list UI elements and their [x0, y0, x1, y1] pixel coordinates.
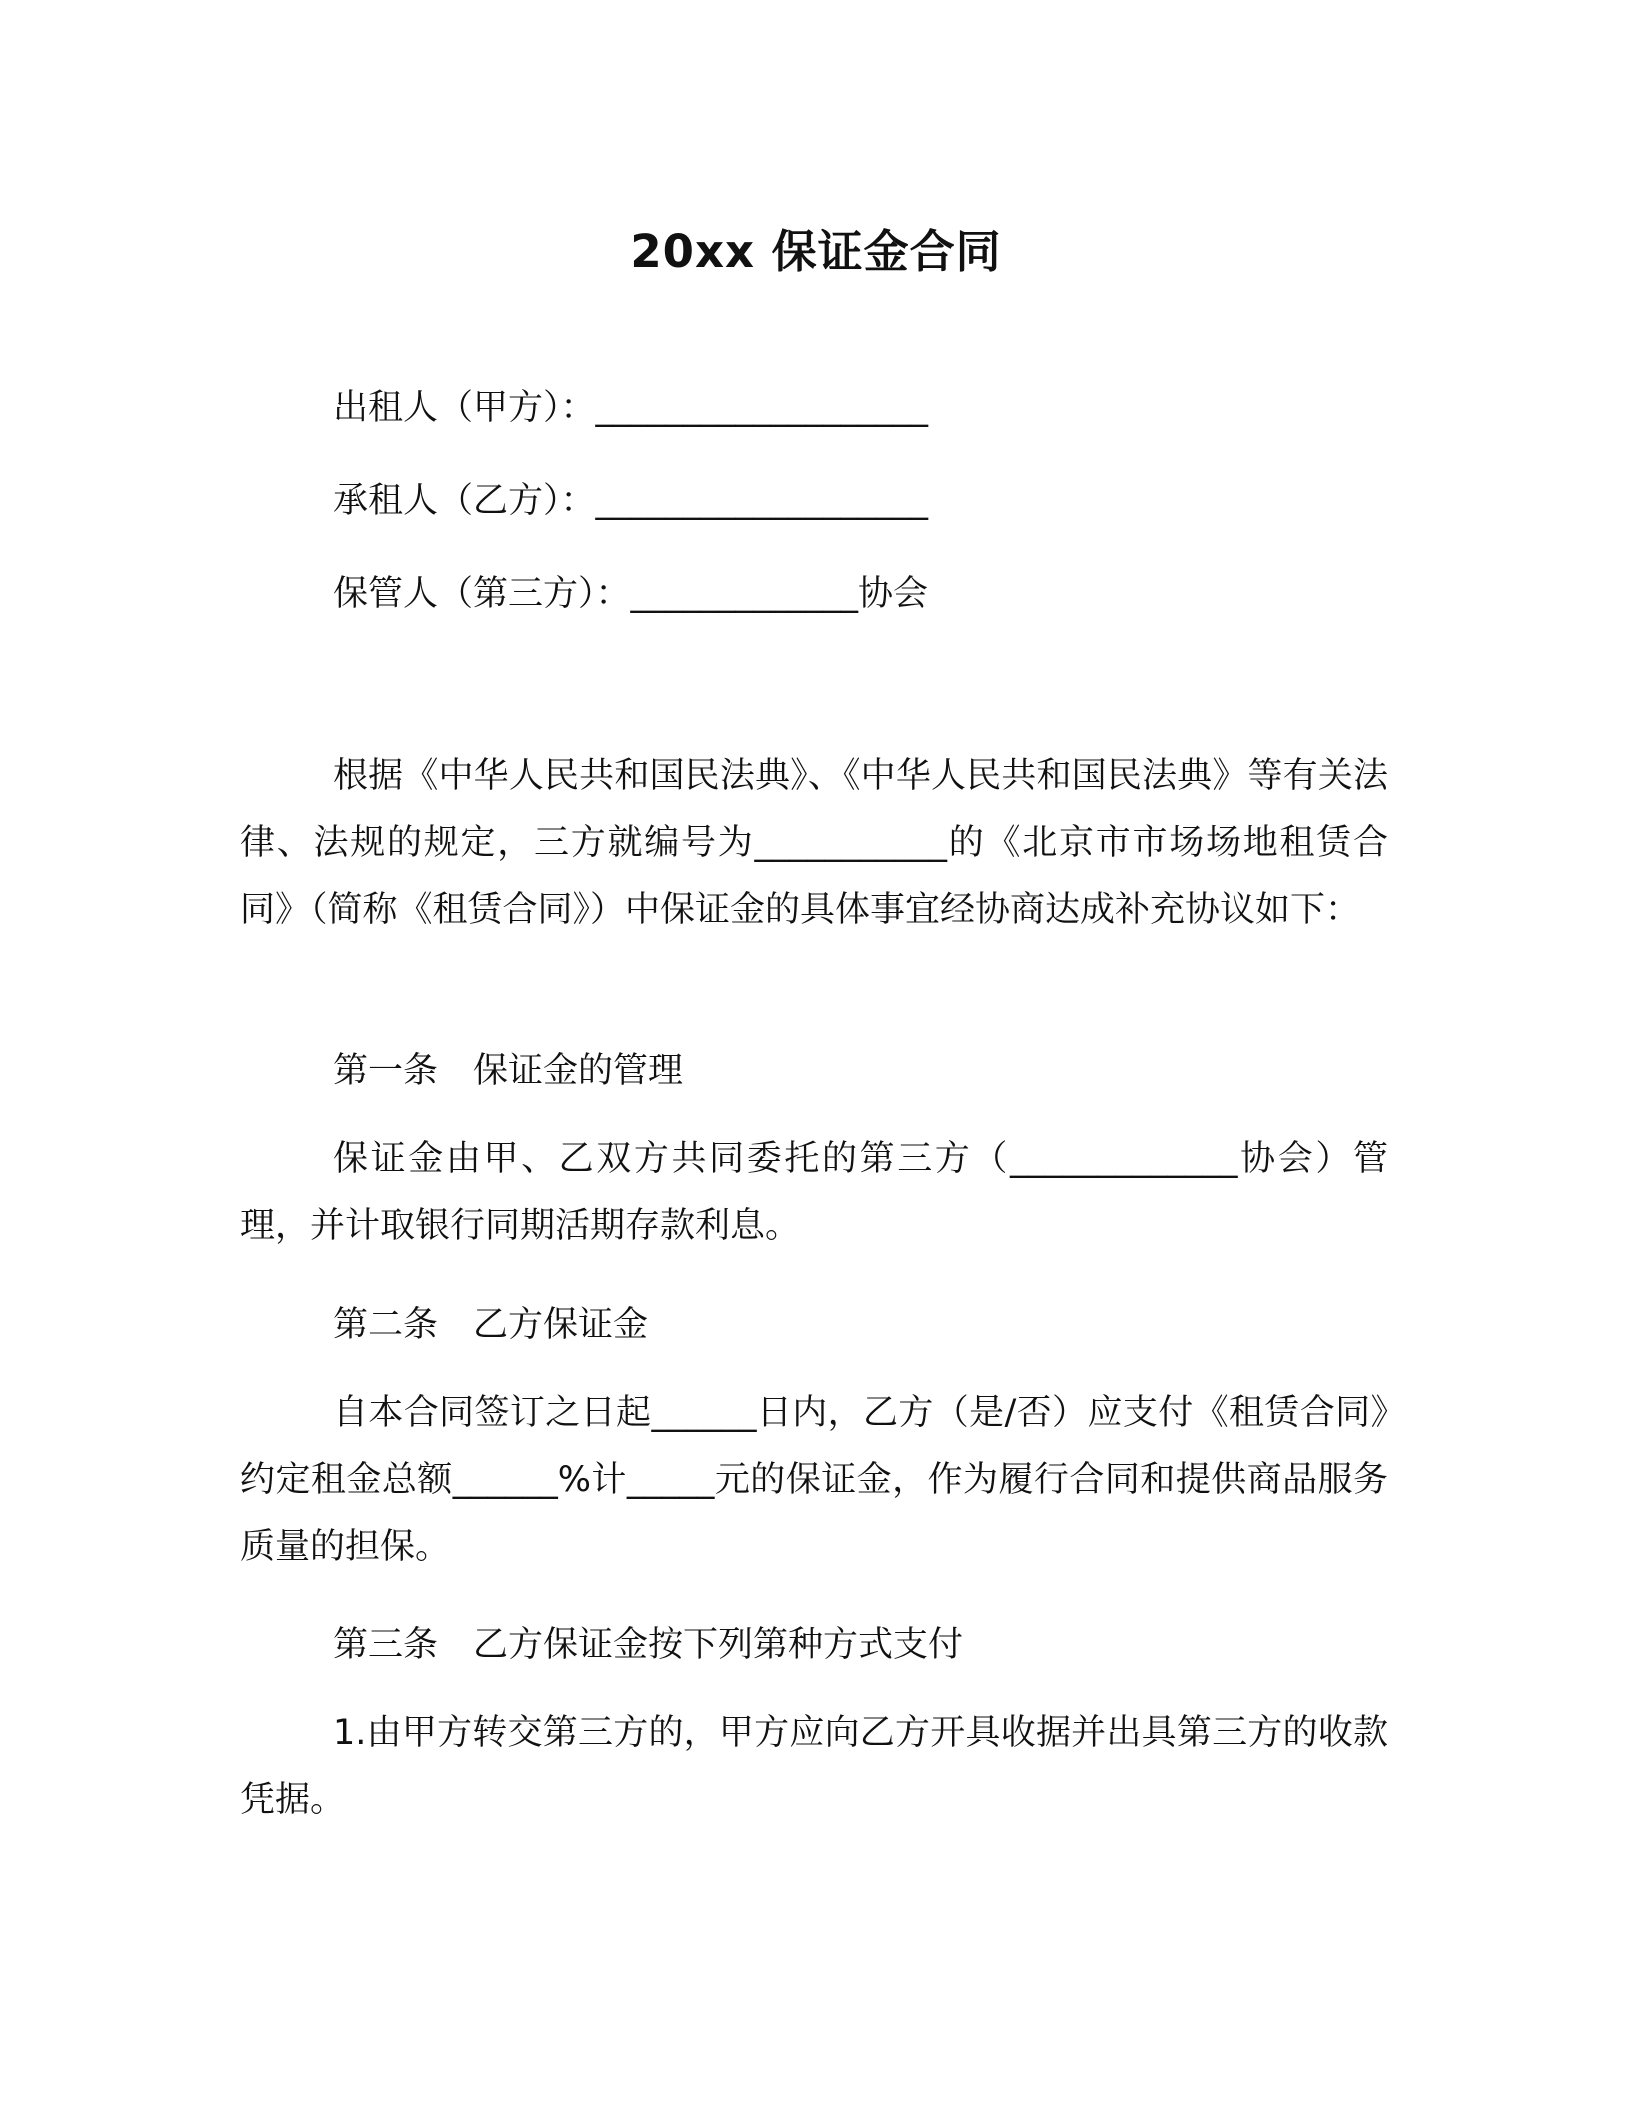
party-lessee: 承租人（乙方）：___________________	[333, 481, 929, 521]
article-3-heading: 第三条 乙方保证金按下列第种方式支付	[333, 1625, 964, 1665]
article-2-heading: 第二条 乙方保证金	[333, 1305, 649, 1345]
article-2-text: 自本合同签订之日起______日内，乙方（是/否）应支付《租赁合同》约定租金总额______%计_____元的保证金，作为履行合同和提供商品服务质量的担保。	[240, 1393, 1388, 1567]
party-lessor: 出租人（甲方）：___________________	[333, 388, 929, 428]
article-1-text: 保证金由甲、乙双方共同委托的第三方（_____________协会）管理，并计取银行同期活期存款利息。	[240, 1139, 1388, 1246]
article-1-heading: 第一条 保证金的管理	[333, 1051, 684, 1091]
article-3-item-1: 1.由甲方转交第三方的，甲方应向乙方开具收据并出具第三方的收款凭据。	[240, 1713, 1388, 1820]
preamble-paragraph: 根据《中华人民共和国民法典》、《中华人民共和国民法典》等有关法律、法规的规定，三方就编号为___________的《北京市市场场地租赁合同》（简称《租赁合同》）中保证金的具体事宜经协商达成补充协议如下：	[240, 756, 1388, 930]
document-title: 20xx 保证金合同	[630, 225, 1002, 278]
party-custodian: 保管人（第三方）：_____________协会	[333, 574, 929, 614]
